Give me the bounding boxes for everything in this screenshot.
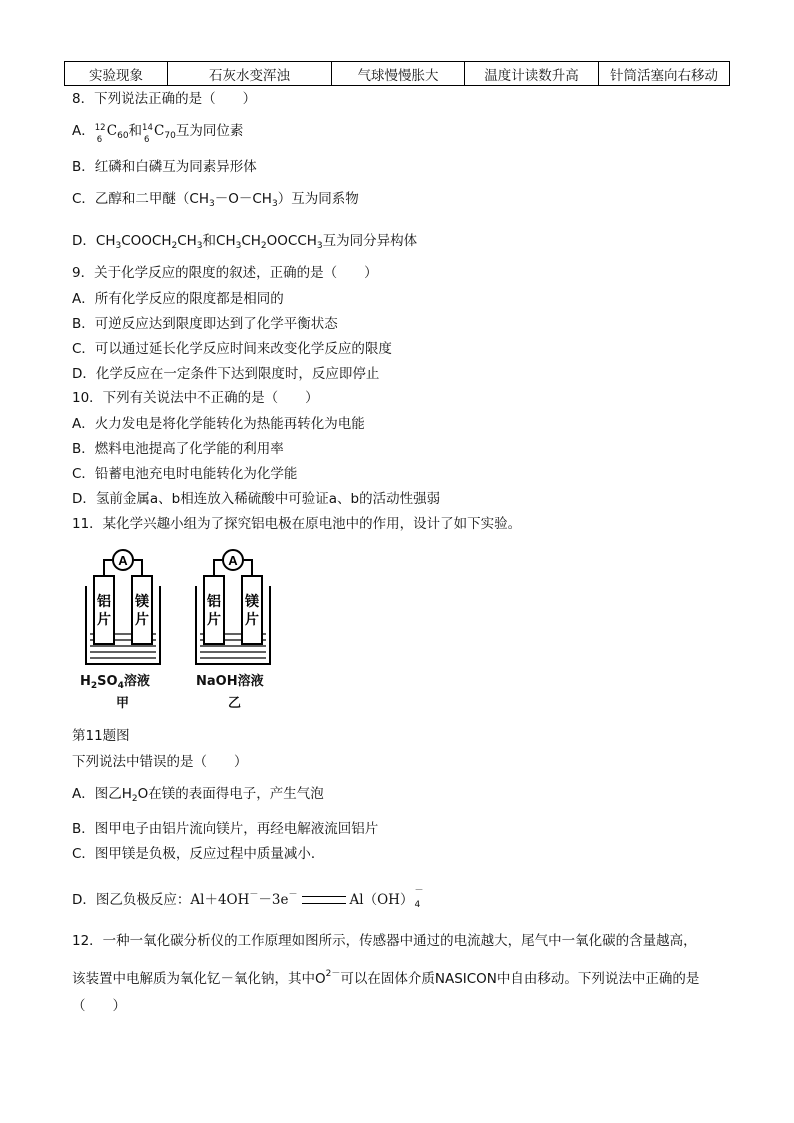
q10-option-b: B．燃料电池提高了化学能的利用率 [72,441,284,457]
electrode-label-char-1: 铝 [97,594,111,610]
electrode-label-char-8: 片 [245,612,259,628]
table-cell: 针筒活塞向右移动 [599,62,730,86]
isotope-notation [142,122,154,145]
text: C．乙醇和二甲醚（CH [72,191,210,207]
electrode-label-char-7: 镁 [245,594,259,610]
q10-stem: 10．下列有关说法中不正确的是（ ） [72,390,319,406]
atomic-number: 6 [96,135,103,145]
q11-ask: 下列说法中错误的是（ ） [72,754,248,770]
magnesium-electrode [242,576,262,644]
q9-stem: 9．关于化学反应的限度的叙述，正确的是（ ） [72,265,378,281]
q12-line-3: （ ） [72,998,126,1014]
q11-option-b: B．图甲电子由铝片流向镁片，再经电解液流回铝片 [72,821,379,837]
q8-option-a [72,122,243,145]
text: D．图乙负极反应： [72,892,191,908]
subscript: 60 [117,131,129,141]
subscript: 3 [235,241,242,251]
q8-option-c [72,190,359,213]
q9-option-d: D．化学反应在一定条件下达到限度时，反应即停止 [72,366,380,382]
subscript: 3 [271,199,278,209]
text: CH [177,233,197,249]
text: －O－CH [214,191,272,207]
aluminium-electrode [204,576,224,644]
subscript: 3 [209,199,215,209]
q8-option-b: B．红磷和白磷互为同素异形体 [72,159,257,175]
subscript: 2 [171,241,178,251]
electrode-label-char-4: 片 [135,612,149,628]
q11-option-a [72,785,324,808]
subscript: 2 [90,681,98,691]
subscript: 2 [131,794,138,804]
text: COOCH [121,233,172,249]
electrode-label-char-3: 镁 [135,594,149,610]
table-cell: 温度计读数升高 [465,62,599,86]
cells-diagram [72,546,292,671]
magnesium-electrode [132,576,152,644]
subscript: 70 [164,131,176,141]
cell-jia-solution [80,670,150,691]
cell-yi [196,550,270,664]
subscript: 3 [115,241,122,251]
superscript: 2－ [325,969,341,979]
q12-line-2 [72,965,699,988]
text: CH [241,233,261,249]
text: 和 [128,123,143,139]
equation-part: Al（OH） [349,892,414,908]
text: 互为同位素 [175,123,244,139]
q9-option-c: C．可以通过延长化学反应时间来改变化学反应的限度 [72,341,392,357]
q11-option-d [72,886,423,909]
table-cell: 气球慢慢胀大 [332,62,465,86]
option-label: A． [72,123,95,139]
text: ）互为同系物 [277,191,359,207]
subscript: 3 [196,241,203,251]
electrode-label-char-6: 片 [207,612,221,628]
cell-yi-solution: NaOH溶液 [196,674,264,689]
subscript: 4 [117,681,124,691]
equals-sign [302,896,346,904]
q8-option-d [72,232,417,255]
cell-yi-label: 乙 [228,696,242,711]
galvanic-cell-figure [72,546,292,711]
text: 该装置中电解质为氧化钇－氧化钠，其中O [72,971,326,987]
cell-jia [86,550,160,664]
q11-option-c: C．图甲镁是负极，反应过程中质量减小． [72,846,325,862]
aluminium-electrode [94,576,114,644]
q10-option-d: D．氢前金属a、b相连放入稀硫酸中可验证a、b的活动性强弱 [72,491,441,507]
q9-option-a: A．所有化学反应的限度都是相同的 [72,291,284,307]
observation-table [64,61,730,86]
text: SO [97,674,118,689]
superscript: － [249,890,259,900]
text: O在镁的表面得电子，产生气泡 [137,786,324,802]
text: 和CH [202,233,236,249]
electrode-label-char-2: 片 [97,612,111,628]
q10-option-a: A．火力发电是将化学能转化为热能再转化为电能 [72,416,365,432]
ammeter-label: A [228,553,238,568]
sub-sup-stack [413,886,424,910]
text: 溶液 [123,674,150,689]
superscript: － [288,890,298,900]
table-row [65,62,730,86]
atomic-number: 6 [144,135,150,145]
subscript: 4 [414,900,421,910]
subscript: 3 [316,241,323,251]
ammeter-label: A [118,553,128,568]
cell-jia-label: 甲 [116,696,130,711]
q8-stem: 8．下列说法正确的是（ ） [72,91,257,107]
equation-part: －3e [258,892,289,908]
subscript: 2 [260,241,267,251]
q12-line-1: 12．一种一氧化碳分析仪的工作原理如图所示，传感器中通过的电流越大，尾气中一氧化碳的含量越高， [72,933,697,949]
table-cell: 实验现象 [65,62,168,86]
q10-option-c: C．铅蓄电池充电时电能转化为化学能 [72,466,298,482]
superscript: － [414,886,424,896]
text: 可以在固体介质NASICON中自由移动。下列说法中正确的是 [340,971,700,987]
mass-number: 14 [142,123,153,133]
element-symbol: C [154,123,165,139]
element-symbol: C [106,123,118,139]
text: D．CH [72,233,116,249]
mass-number: 12 [94,123,106,133]
table-cell: 石灰水变浑浊 [168,62,332,86]
text: OOCCH [266,233,317,249]
text: 互为同分异构体 [322,233,418,249]
isotope-notation [94,122,107,145]
q11-stem: 11．某化学兴趣小组为了探究铝电极在原电池中的作用，设计了如下实验。 [72,516,522,532]
text: H [80,674,91,689]
q9-option-b: B．可逆反应达到限度即达到了化学平衡状态 [72,316,338,332]
text: A．图乙H [72,786,132,802]
electrode-label-char-5: 铝 [207,594,221,610]
q11-figure-title: 第11题图 [72,728,130,744]
equation-part: Al＋4OH [190,892,250,908]
